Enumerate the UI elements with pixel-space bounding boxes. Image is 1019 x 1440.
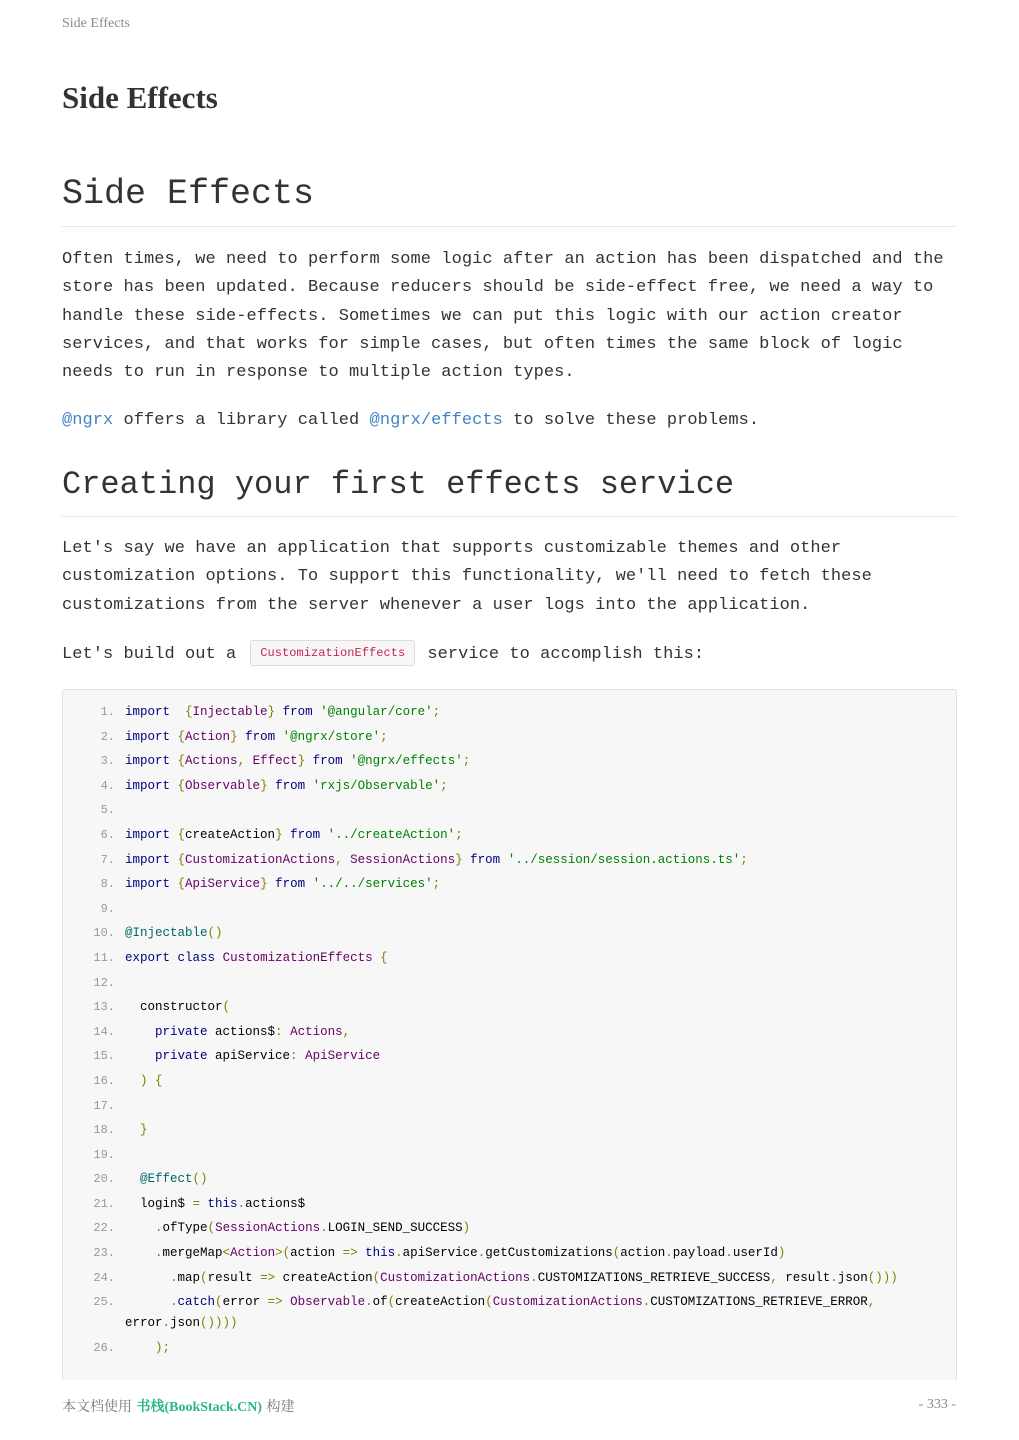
code-line — [63, 774, 956, 799]
code-token: . — [477, 1246, 486, 1261]
code-token: } — [267, 705, 276, 719]
code-token: ( — [387, 1295, 396, 1310]
code-token — [305, 754, 313, 768]
code-line — [63, 1266, 956, 1291]
code-token: ; — [440, 778, 448, 793]
code-token: SessionActions — [215, 1221, 321, 1236]
code-token: ; — [455, 827, 463, 842]
code-token: map — [177, 1270, 201, 1285]
code-source — [125, 1069, 925, 1094]
code-source — [125, 1167, 925, 1192]
line-number: 2. — [100, 729, 115, 744]
code-token: . — [665, 1246, 673, 1261]
code-token: import — [125, 778, 171, 793]
code-token — [125, 1221, 155, 1235]
code-token: CUSTOMIZATIONS_RETRIEVE_ERROR — [650, 1295, 868, 1310]
code-token: @Injectable — [125, 926, 208, 941]
code-source — [125, 1266, 925, 1291]
code-token: } — [455, 852, 463, 867]
inline-code-customization-effects: CustomizationEffects — [250, 640, 415, 666]
code-token: : — [275, 1024, 283, 1039]
code-token — [298, 1049, 306, 1063]
code-token — [320, 828, 328, 842]
code-token — [275, 730, 283, 744]
line-number: 19. — [93, 1147, 115, 1162]
code-line — [63, 1216, 956, 1241]
line-number: 6. — [100, 827, 115, 842]
code-token: Injectable — [192, 705, 268, 719]
code-token: { — [177, 877, 186, 892]
code-token — [170, 853, 178, 867]
code-token: import — [125, 827, 171, 842]
code-token — [170, 828, 178, 842]
code-token: from — [290, 827, 321, 842]
code-token: createAction — [185, 827, 276, 842]
code-token: SessionActions — [350, 852, 456, 867]
code-token: } — [275, 827, 283, 842]
code-token: ); — [155, 1341, 171, 1356]
line-number: 17. — [93, 1098, 115, 1113]
code-line — [63, 897, 956, 922]
code-token — [148, 1074, 156, 1088]
code-token: , — [342, 1024, 351, 1039]
ngrx-text-2: to solve these problems. — [502, 411, 760, 430]
code-token: '@ngrx/store' — [282, 729, 381, 744]
code-token: payload — [672, 1246, 726, 1261]
code-token: ) — [140, 1073, 148, 1088]
code-token: '@angular/core' — [320, 705, 433, 719]
code-token: { — [177, 852, 186, 867]
code-token: CustomizationActions — [492, 1295, 643, 1310]
code-token — [125, 1074, 140, 1088]
code-token: { — [177, 729, 186, 744]
code-token: . — [530, 1270, 538, 1285]
code-token: , — [335, 852, 343, 867]
code-token: Actions — [185, 754, 238, 769]
ngrx-effects-link[interactable]: @ngrx/effects — [369, 411, 503, 430]
line-number: 26. — [93, 1341, 115, 1356]
code-token — [305, 877, 313, 891]
code-line — [63, 798, 956, 823]
section-heading: Side Effects — [62, 172, 956, 227]
code-token: import — [125, 877, 171, 892]
code-source — [125, 1216, 925, 1241]
code-token: action — [620, 1246, 666, 1261]
code-line — [63, 700, 956, 725]
code-source — [125, 1020, 925, 1045]
code-token: actions$ — [245, 1196, 306, 1211]
code-line — [63, 1167, 956, 1192]
code-line — [63, 1044, 956, 1069]
code-token: , — [770, 1270, 778, 1285]
code-source — [125, 872, 925, 897]
code-source — [125, 1292, 925, 1334]
code-token — [283, 1295, 291, 1309]
code-token: { — [155, 1073, 163, 1088]
code-line — [63, 1069, 956, 1094]
code-source — [125, 946, 925, 971]
code-token: import — [125, 729, 171, 744]
code-token — [343, 853, 351, 867]
code-token — [373, 951, 381, 965]
code-token: import — [125, 852, 171, 867]
running-header: Side Effects — [62, 16, 130, 31]
code-token — [305, 779, 313, 793]
footer-prefix: 本文档使用 — [62, 1399, 137, 1415]
code-token — [268, 877, 276, 891]
code-source — [125, 1336, 925, 1361]
code-token: >( — [275, 1246, 291, 1261]
code-token: ) — [777, 1246, 786, 1261]
code-token: CustomizationActions — [380, 1270, 531, 1285]
subsection-heading: Creating your first effects service — [62, 464, 956, 517]
code-token: from — [245, 729, 276, 744]
build-paragraph — [62, 640, 962, 669]
code-token — [170, 754, 178, 768]
code-block — [62, 689, 957, 1380]
line-number: 20. — [93, 1172, 115, 1187]
code-source — [125, 774, 925, 799]
footer-brand-link[interactable]: 书栈(BookStack.CN) — [136, 1400, 263, 1415]
code-token: result — [777, 1270, 831, 1285]
code-token: . — [155, 1221, 163, 1236]
code-token — [238, 730, 246, 744]
code-source — [125, 700, 925, 725]
code-token: of — [372, 1295, 388, 1310]
code-token — [283, 828, 291, 842]
code-token: => — [342, 1246, 358, 1261]
code-token — [170, 705, 185, 719]
line-number: 12. — [93, 975, 115, 990]
code-line — [63, 921, 956, 946]
code-token: json — [837, 1270, 868, 1285]
code-token: Action — [230, 1246, 276, 1261]
code-token: . — [170, 1270, 178, 1285]
code-line — [63, 872, 956, 897]
code-token — [268, 779, 276, 793]
code-token: Observable — [290, 1295, 366, 1310]
line-number: 15. — [93, 1049, 115, 1064]
code-token: CustomizationActions — [185, 852, 336, 867]
line-number: 25. — [93, 1295, 115, 1310]
code-token: ApiService — [185, 877, 261, 892]
build-text-1: Let's build out a — [62, 645, 237, 664]
code-token: ; — [432, 705, 441, 719]
code-token — [215, 951, 223, 965]
code-source — [125, 1143, 925, 1168]
code-token: this — [207, 1196, 238, 1211]
code-token — [170, 779, 178, 793]
code-token: = — [192, 1196, 201, 1211]
code-token: => — [260, 1270, 276, 1285]
code-token — [170, 951, 178, 965]
code-token: . — [155, 1246, 163, 1261]
code-token: ; — [432, 877, 441, 892]
code-token — [170, 877, 178, 891]
code-source — [125, 971, 925, 996]
code-token: . — [170, 1295, 178, 1310]
footer-suffix: 构建 — [262, 1399, 295, 1415]
code-source — [125, 848, 925, 873]
code-line — [63, 1118, 956, 1143]
code-token: ()))) — [200, 1316, 238, 1331]
code-token: ( — [207, 1221, 216, 1236]
code-token — [245, 754, 253, 768]
code-token: ( — [485, 1295, 493, 1310]
code-token: '@ngrx/effects' — [350, 754, 463, 769]
code-token — [125, 1025, 155, 1039]
code-token: } — [260, 778, 268, 793]
code-line — [63, 1020, 956, 1045]
code-token — [125, 1246, 155, 1260]
line-number: 14. — [93, 1024, 115, 1039]
code-token — [283, 1025, 291, 1039]
code-token — [125, 1295, 170, 1309]
code-token — [125, 1172, 140, 1186]
code-line — [63, 823, 956, 848]
code-token: ())) — [867, 1270, 898, 1285]
code-source — [125, 995, 925, 1020]
code-token: ; — [380, 729, 388, 744]
code-token: ) — [462, 1221, 471, 1236]
code-token: ApiService — [305, 1049, 381, 1064]
code-token: from — [275, 877, 306, 892]
line-number: 8. — [100, 877, 115, 892]
code-token — [358, 1246, 366, 1260]
code-token: . — [725, 1246, 733, 1261]
code-token — [500, 853, 508, 867]
code-token: . — [365, 1295, 373, 1310]
chapter-title: Side Effects — [62, 80, 218, 115]
code-token: . — [237, 1196, 246, 1211]
code-token: CustomizationEffects — [222, 950, 373, 965]
code-token: , — [237, 754, 246, 769]
line-number: 4. — [100, 778, 115, 793]
code-token — [125, 1341, 155, 1355]
ngrx-text-1: offers a library called — [113, 411, 370, 430]
code-token: from — [282, 705, 313, 719]
ngrx-paragraph — [62, 407, 962, 435]
code-token: ( — [612, 1246, 621, 1261]
code-token: Observable — [185, 778, 261, 793]
line-number: 9. — [100, 901, 115, 916]
code-line — [63, 1192, 956, 1217]
code-token: error — [125, 1316, 163, 1331]
code-source — [125, 921, 925, 946]
code-token: catch — [177, 1295, 216, 1310]
code-line — [63, 1143, 956, 1168]
code-token — [200, 1197, 208, 1211]
code-token: { — [177, 778, 186, 793]
code-token — [170, 730, 178, 744]
code-token: { — [380, 950, 388, 965]
code-token: apiService — [402, 1246, 478, 1261]
code-line — [63, 848, 956, 873]
line-number: 11. — [93, 950, 115, 965]
code-token: < — [222, 1246, 231, 1261]
code-token: action — [290, 1246, 343, 1261]
line-number: 23. — [93, 1246, 115, 1261]
code-lines — [63, 690, 956, 1361]
code-token: private — [155, 1049, 208, 1064]
code-source — [125, 798, 925, 823]
code-source — [125, 1192, 925, 1217]
code-line — [63, 971, 956, 996]
line-number: 16. — [93, 1073, 115, 1088]
code-token: ( — [215, 1295, 223, 1310]
code-token: userId — [732, 1246, 778, 1261]
ngrx-link[interactable]: @ngrx — [62, 411, 114, 430]
code-token: ( — [222, 1000, 231, 1015]
line-number: 22. — [93, 1221, 115, 1236]
line-number: 7. — [100, 852, 115, 867]
code-source — [125, 823, 925, 848]
code-token: createAction — [275, 1270, 373, 1285]
code-line — [63, 1290, 956, 1336]
code-token: ( — [372, 1270, 381, 1285]
code-token: LOGIN_SEND_SUCCESS — [327, 1221, 463, 1236]
code-token: mergeMap — [162, 1246, 223, 1261]
line-number: 24. — [93, 1270, 115, 1285]
line-number: 5. — [100, 803, 115, 818]
code-token: , — [867, 1295, 876, 1310]
code-token: . — [162, 1316, 171, 1331]
code-token: CUSTOMIZATIONS_RETRIEVE_SUCCESS — [537, 1270, 771, 1285]
code-token: import — [125, 705, 171, 719]
code-source — [125, 1094, 925, 1119]
code-token: import — [125, 754, 171, 769]
line-number: 10. — [93, 926, 115, 941]
line-number: 18. — [93, 1123, 115, 1138]
code-token: () — [192, 1172, 208, 1187]
code-token — [125, 1271, 170, 1285]
code-source — [125, 1044, 925, 1069]
code-line — [63, 1094, 956, 1119]
code-token: actions$ — [207, 1024, 276, 1039]
code-line — [63, 725, 956, 750]
code-token: createAction — [395, 1295, 486, 1310]
code-token: from — [312, 754, 343, 769]
code-line — [63, 749, 956, 774]
code-token: ; — [462, 754, 471, 769]
code-token: '../session/session.actions.ts' — [507, 852, 741, 867]
code-token: json — [170, 1316, 201, 1331]
footer-credit — [62, 1396, 295, 1416]
code-token: ; — [740, 852, 748, 867]
code-token: } — [230, 729, 238, 744]
code-line — [63, 995, 956, 1020]
code-token: . — [320, 1221, 328, 1236]
code-token: Action — [185, 729, 231, 744]
line-number: 3. — [100, 754, 115, 769]
code-token — [275, 705, 283, 719]
build-text-2: service to accomplish this: — [427, 645, 705, 664]
code-token: { — [177, 754, 186, 769]
code-token: error — [222, 1295, 268, 1310]
customization-paragraph: Let's say we have an application that supports customizable themes and other customization options. To support this functionality, we'll need to fetch these customizations from the server whenever a user logs into the application. — [62, 539, 872, 615]
code-token: } — [140, 1123, 148, 1138]
code-token: 'rxjs/Observable' — [312, 778, 441, 793]
code-token: Effect — [252, 754, 298, 769]
code-token: . — [830, 1270, 838, 1285]
page-number: - 333 - — [918, 1397, 956, 1412]
code-source — [125, 897, 925, 922]
code-token: . — [642, 1295, 651, 1310]
code-token: '../../services' — [312, 877, 433, 892]
code-token: this — [365, 1246, 396, 1261]
code-token — [125, 1049, 155, 1063]
code-token: { — [177, 827, 186, 842]
code-token: getCustomizations — [485, 1246, 613, 1261]
intro-paragraph: Often times, we need to perform some logic after an action has been dispatched and the store has been updated. Because reducers should be side-effect free, we need a way to handle these side-effects. Sometimes we can put this logic with our action creator services, and that works for simple cases, but often times the same block of logic needs to run in response to multiple action types. — [62, 250, 944, 383]
code-token: Actions — [290, 1024, 343, 1039]
code-token: . — [395, 1246, 403, 1261]
code-token — [313, 705, 321, 719]
code-token: ( — [200, 1270, 208, 1285]
code-source — [125, 749, 925, 774]
code-token — [125, 1123, 140, 1137]
line-number: 21. — [93, 1196, 115, 1211]
code-token: '../createAction' — [327, 827, 456, 842]
code-token: private — [155, 1024, 208, 1039]
code-token: } — [297, 754, 306, 769]
line-number: 1. — [100, 705, 115, 719]
code-source — [125, 1241, 925, 1266]
code-token: constructor — [125, 1000, 223, 1015]
code-line — [63, 946, 956, 971]
code-line — [63, 1336, 956, 1361]
code-token: : — [290, 1049, 298, 1064]
line-number: 13. — [93, 1000, 115, 1015]
code-token: => — [267, 1295, 283, 1310]
code-token: login$ — [125, 1196, 193, 1211]
code-source — [125, 1118, 925, 1143]
code-token: ofType — [162, 1221, 208, 1236]
code-line — [63, 1241, 956, 1266]
code-token: result — [207, 1270, 261, 1285]
code-token: class — [177, 950, 216, 965]
code-token: () — [207, 926, 223, 941]
code-token: { — [185, 705, 193, 719]
code-token: @Effect — [140, 1172, 193, 1187]
code-token: from — [470, 852, 501, 867]
code-token: export — [125, 950, 171, 965]
code-token: } — [260, 877, 268, 892]
code-source — [125, 725, 925, 750]
code-token: from — [275, 778, 306, 793]
code-token: apiService — [207, 1049, 291, 1064]
